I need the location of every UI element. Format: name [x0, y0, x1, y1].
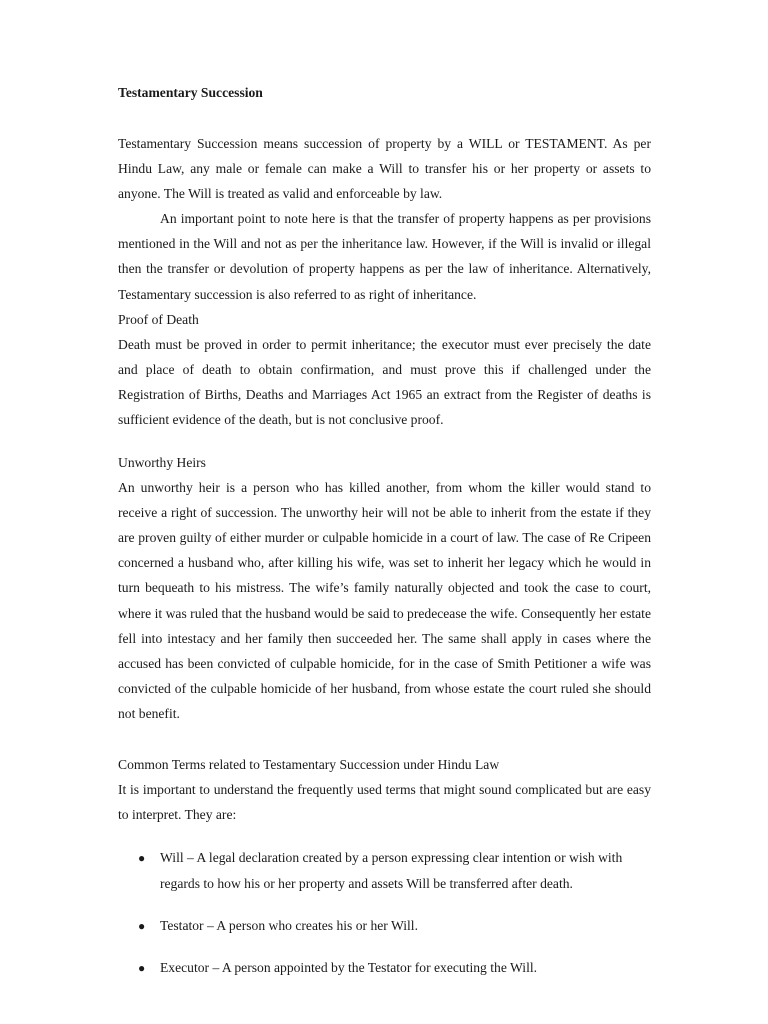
list-item: [118, 845, 651, 897]
unworthy-heirs-heading: Unworthy Heirs: [118, 455, 206, 471]
term-text: Testator – A person who creates his or her Will.: [160, 918, 418, 934]
section-spacer: [118, 726, 651, 752]
bullet-icon: ●: [138, 851, 146, 866]
list-item: [118, 913, 651, 939]
proof-of-death-heading: Proof of Death: [118, 311, 199, 327]
common-terms-heading: Common Terms related to Testamentary Succession under Hindu Law: [118, 756, 500, 772]
section-spacer: [118, 432, 651, 450]
important-point-paragraph: An important point to note here is that the transfer of property happens as per provisions mentioned in the Will and not as per the inheritance law. However, if the Will is invalid or illegal then the transfer or devolution of property happens as per the law of inheritance. Alternatively, Testamentary succession is also referred to as right of inheritance.: [118, 211, 651, 302]
terms-list: [118, 845, 651, 981]
term-text: Executor – A person appointed by the Testator for executing the Will.: [160, 960, 538, 976]
document-title: Testamentary Succession: [118, 85, 263, 100]
list-item: [118, 955, 651, 981]
unworthy-heirs-paragraph: An unworthy heir is a person who has killed another, from whom the killer would stand to receive a right of succession. The unworthy heir will not be able to inherit from the estate if they are proven guilty of either murder or culpable homicide in a court of law. The case of Re Cripeen concerned a husband who, after killing his wife, was set to inherit her legacy which he would in turn bequeath to his mistress. The wife’s family naturally objected and took the case to court, where it was ruled that the husband would be said to predecease the wife. Consequently her estate fell into intestacy and her family then succeeded her. The same shall apply in cases where the accused has been convicted of culpable homicide, for in the case of Smith Petitioner a wife was convicted of the culpable homicide of her husband, from whose estate the court ruled she should not benefit.: [118, 480, 651, 721]
intro-paragraph: Testamentary Succession means succession of property by a WILL or TESTAMENT. As per Hindu Law, any male or female can make a Will to transfer his or her property or assets to anyone. The Will is treated as valid and enforceable by law.: [118, 136, 651, 202]
bullet-icon: ●: [138, 961, 146, 976]
section-spacer: [118, 827, 651, 845]
proof-of-death-paragraph: Death must be proved in order to permit inheritance; the executor must ever precisely the date and place of death to obtain confirmation, and must prove this if challenged under the Registration of Births, Deaths and Marriages Act 1965 an extract from the Register of deaths is sufficient evidence of the death, but is not conclusive proof.: [118, 336, 651, 427]
term-text: Will – A legal declaration created by a person expressing clear intention or wish with regards to how his or her property and assets Will be transferred after death.: [160, 850, 623, 892]
bullet-icon: ●: [138, 919, 146, 934]
document-page: [118, 80, 651, 997]
common-terms-intro: It is important to understand the frequently used terms that might sound complicated but are easy to interpret. They are:: [118, 781, 651, 823]
